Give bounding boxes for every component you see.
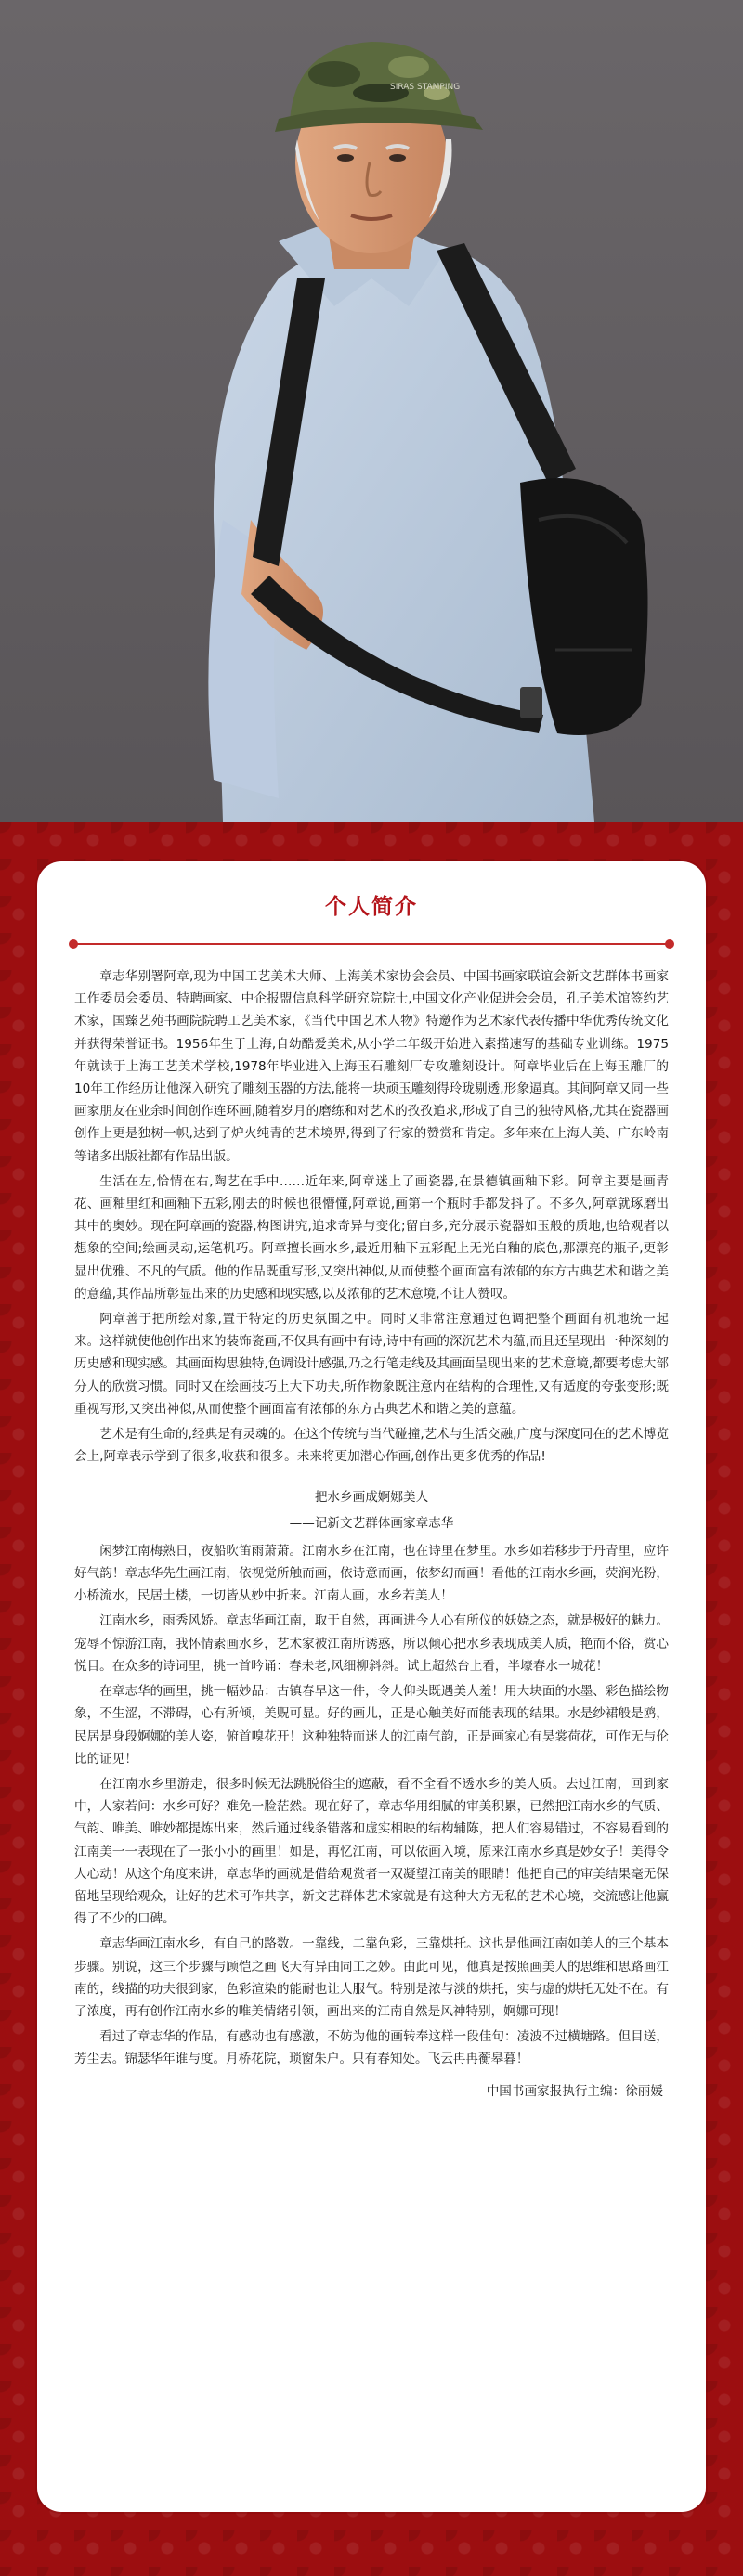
- bio-paragraph-4: 艺术是有生命的,经典是有灵魂的。在这个传统与当代碰撞,艺术与生活交融,广度与深度同在的艺术博览会上,阿章表示学到了很多,收获和很多。未来将更加潜心作画,创作出更多优秀的作品!: [74, 1427, 669, 1465]
- essay-subtitle: ——记新文艺群体画家章志华: [289, 1515, 454, 1531]
- bag-buckle: [520, 687, 542, 718]
- essay-paragraph-6: 看过了章志华的作品，有感动也有感激，不妨为他的画转奉这样一段佳句：凌波不过横塘路。但目送，芳尘去。锦瑟华年谁与度。月桥花院，琐窗朱户。只有春知处。飞云冉冉蘅皋暮！: [74, 2029, 669, 2067]
- essay-title: 把水乡画成婀娜美人: [314, 1490, 429, 1506]
- bio-card: [37, 861, 706, 2512]
- bio-paragraph-3: 阿章善于把所绘对象,置于特定的历史氛围之中。同时又非常注意通过色调把整个画面有机地统一起来。这样就使他创作出来的装饰瓷画,不仅具有画中有诗,诗中有画的深沉艺术内蕴,而且还呈现出一种深刻的历史感和现实感。其画面构思独特,色调设计感强,乃之行笔走线及其画面呈现出来的艺术意境,都要考虑大部分人的欣赏习惯。同时又在绘画技巧上大下功夫,所作物象既注意内在结构的合理性,又有适度的夸张变形;既重视写形,又突出神似,从而使整个画面富有浓郁的东方古典艺术和谐之美的意蕴。: [74, 1312, 669, 1417]
- essay-paragraph-1: 闲梦江南梅熟日，夜船吹笛雨萧萧。江南水乡在江南，也在诗里在梦里。水乡如若移步于丹青里，应许好气韵！章志华先生画江南，依视觉所触而画，依诗意而画，依梦幻而画！看他的江南水乡画，荧润光粉，小桥流水，民居土楼，一切皆从妙中折来。江南人画，水乡若美人！: [74, 1543, 669, 1604]
- bio-paragraph-2: 生活在左,恰情在右,陶艺在手中……近年来,阿章迷上了画瓷器,在景德镇画釉下彩。阿章主要是画青花、画釉里红和画釉下五彩,刚去的时候也很懵懂,阿章说,画第一个瓶时手都发抖了。不多久,阿章就琢磨出其中的奥妙。现在阿章画的瓷器,构图讲究,追求奇异与变化;留白多,充分展示瓷器如玉般的质地,也给观者以想象的空间;绘画灵动,运笔机巧。阿章擅长画水乡,最近用釉下五彩配上无光白釉的底色,那漂亮的瓶子,更彰显出优雅、不凡的气质。他的作品既重写形,又突出神似,从而使整个画面富有浓郁的东方古典艺术和谐之美的意蕴,其作品所彰显出来的历史感和现实感,以及浓郁的艺术意境,不让人赞叹。: [74, 1173, 669, 1301]
- card-title: 个人简介: [325, 895, 418, 919]
- bio-paragraph-1: 章志华别署阿章,现为中国工艺美术大师、上海美术家协会会员、中国书画家联谊会新文艺群体书画家工作委员会委员、特聘画家、中企报盟信息科学研究院院士,中国文化产业促进会会员，孔子美术馆签约艺术家，国臻艺苑书画院院聘工艺美术家，《当代中国艺术人物》特邀作为艺术家代表传播中华优秀传统文化并获得荣誉证书。1956年生于上海,自幼酷爱美术,从小学二年级开始进入素描速写的基础专业训练。1975年就读于上海工艺美术学校,1978年毕业进入上海玉石雕刻厂专攻雕刻设计。阿章毕业后在上海玉雕厂的10年工作经历让他深入研究了雕刻玉器的方法,能将一块顽玉雕刻得玲珑剔透,形象逼真。其间阿章又同一些画家朋友在业余时间创作连环画,随着岁月的磨练和对艺术的孜孜追求,形成了自己的独特风格,尤其在瓷器画创作上更是独树一帜,达到了炉火纯青的艺术境界,得到了行家的赞赏和肯定。多年来在上海人美、广东岭南等诸多出版社都有作品出版。: [74, 969, 669, 1164]
- title-divider: [74, 943, 669, 945]
- card-body: [74, 965, 669, 2105]
- essay-paragraph-5: 章志华画江南水乡，有自己的路数。一靠线，二靠色彩，三靠烘托。这也是他画江南如美人的三个基本步骤。别说，这三个步骤与顾恺之画飞天有异曲同工之妙。由此可见，他真是按照画美人的思维和思路画江南的，线描的功夫很到家，色彩渲染的能耐也让人服气。特别是浓与淡的烘托，实与虚的烘托无处不在。有了浓度，再有创作江南水乡的唯美情绪引领，画出来的江南自然是风神特别，婀娜可现！: [74, 1936, 669, 2019]
- divider-dot-left: [69, 939, 78, 949]
- essay-paragraph-3: 在章志华的画里，挑一幅妙品：古镇春早这一件，令人仰头既遇美人羞！用大块面的水墨、彩色描绘物象，不生涩，不滞碍，心有所倾，美贶可显。好的画儿，正是心触美好而能表现的结果。水是纱裙般是鸥，民居是身段婀娜的美人姿，俯首嗅花开！这种独特而迷人的江南气韵，正是画家心有昊裳荷花，可作无与伦比的证见！: [74, 1684, 669, 1767]
- left-eye: [337, 154, 354, 162]
- essay-paragraph-4: 在江南水乡里游走，很多时候无法跳脱俗尘的遮蔽，看不全看不透水乡的美人质。去过江南，回到家中，人家若问：水乡可好？难免一脸茫然。现在好了，章志华用细腻的审美积累，已然把江南水乡的气质、气韵、唯美、唯妙都提炼出来，然后通过线条错落和虚实相映的结构辅陈，把人们容易错过，不容易看到的江南美一一表现在了一张小小的画里！如是，再忆江南，可以依画入境，原来江南水乡真是妙女子！美得令人心动！从这个角度来讲，章志华的画就是借给观赏者一双凝望江南美的眼睛！他把自己的审美结果毫无保留地呈现给观众，让好的艺术可作共享，新文艺群体艺术家就是有这种大方无私的艺术心境，交流感让他赢得了不少的口碑。: [74, 1776, 669, 1927]
- portrait-illustration: [0, 0, 743, 822]
- essay-body: [74, 1540, 669, 2071]
- right-eye: [389, 154, 406, 162]
- portrait-photo: [0, 0, 743, 822]
- divider-dot-right: [665, 939, 674, 949]
- essay-paragraph-2: 江南水乡，雨秀风娇。章志华画江南，取于自然，再画进今人心有所仪的妖娆之态，就是极好的魅力。宠辱不惊游江南，我怀情素画水乡，艺术家被江南所诱惑，所以倾心把水乡表现成美人质，艳而不俗，赏心悦目。在众多的诗词里，挑一首吟诵：春未老,风细柳斜斜。试上超然台上看，半壕春水一城花！: [74, 1613, 669, 1674]
- editor-signature: 中国书画家报执行主编：徐丽媛: [486, 2083, 663, 2099]
- cap-label: SIRAS STAMPING: [390, 83, 461, 92]
